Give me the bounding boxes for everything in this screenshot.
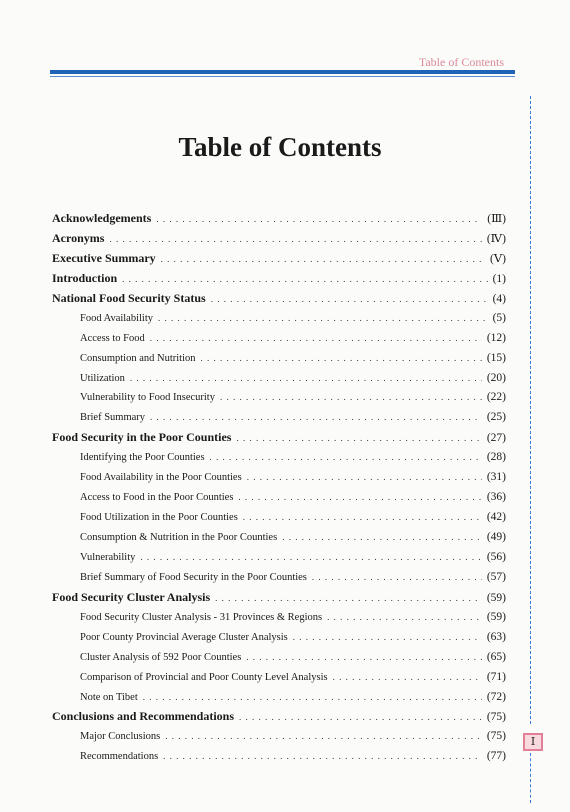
toc-page-number: (5) (492, 311, 506, 324)
toc-entry-label: Executive Summary (52, 250, 156, 265)
toc-section[interactable] (52, 707, 506, 727)
margin-dashed-line (530, 96, 531, 724)
toc-entry-label: Utilization (80, 372, 125, 384)
toc-page-number: (57) (486, 570, 506, 583)
toc-dot-leader (238, 488, 481, 508)
toc-entry-label: Brief Summary (80, 412, 146, 424)
toc-entry-label: Access to Food in the Poor Counties (80, 492, 234, 504)
toc-subsection[interactable] (52, 668, 506, 688)
toc-dot-leader (130, 369, 482, 389)
toc-dot-leader (210, 448, 482, 468)
toc-page-number: (25) (486, 411, 506, 424)
toc-entry-label: Brief Summary of Food Security in the Poor Counties (80, 571, 307, 583)
toc-page-number: (59) (486, 591, 506, 604)
margin-dashed-line-lower (530, 753, 531, 803)
toc-entry-label: Poor County Provincial Average Cluster Analysis (80, 631, 288, 643)
toc-dot-leader (282, 528, 482, 548)
toc-section[interactable] (52, 428, 506, 448)
toc-page-number: (65) (486, 650, 506, 663)
toc-dot-leader (293, 628, 482, 648)
toc-page-number: (20) (486, 371, 506, 384)
toc-subsection[interactable] (52, 508, 506, 528)
toc-entry-label: Food Utilization in the Poor Counties (80, 512, 238, 524)
toc-entry-label: Food Availability (80, 312, 154, 324)
toc-entry-label: Identifying the Poor Counties (80, 452, 205, 464)
toc-dot-leader (158, 309, 488, 329)
toc-page-number: (42) (486, 511, 506, 524)
toc-subsection[interactable] (52, 568, 506, 588)
toc-page-number: (28) (486, 451, 506, 464)
page-title: Table of Contents (178, 132, 382, 162)
toc-entry-label: Acronyms (52, 230, 105, 245)
toc-entry-label: Consumption and Nutrition (80, 352, 196, 364)
toc-page-number: (63) (486, 630, 506, 643)
toc-entry-label: Note on Tibet (80, 691, 138, 703)
toc-subsection[interactable] (52, 648, 506, 668)
toc-subsection[interactable] (52, 727, 506, 747)
toc-page-number: (4) (492, 292, 506, 305)
toc-subsection[interactable] (52, 688, 506, 708)
toc-subsection[interactable] (52, 628, 506, 648)
toc-page-number: (15) (486, 351, 506, 364)
toc-dot-leader (165, 727, 482, 747)
toc-subsection[interactable] (52, 309, 506, 329)
toc-page-number: (75) (486, 711, 506, 724)
toc-dot-leader (150, 408, 482, 428)
toc-subsection[interactable] (52, 488, 506, 508)
page-number-tab: Ⅰ (523, 733, 543, 751)
toc-dot-leader (143, 688, 482, 708)
toc-page-number: (Ⅲ) (487, 213, 506, 225)
toc-entry-label: Major Conclusions (80, 731, 161, 743)
toc-page-number: (77) (486, 750, 506, 763)
toc-page-number: (Ⅴ) (490, 252, 506, 265)
toc-page-number: (1) (492, 272, 506, 285)
toc-dot-leader (243, 508, 482, 528)
toc-entry-label: National Food Security Status (52, 290, 206, 305)
toc-subsection[interactable] (52, 408, 506, 428)
toc-section[interactable] (52, 209, 506, 229)
toc-subsection[interactable] (52, 548, 506, 568)
toc-dot-leader (312, 568, 482, 588)
toc-entry-label: Cluster Analysis of 592 Poor Counties (80, 651, 242, 663)
toc-page-number: (59) (486, 610, 506, 623)
header-rule-thin (50, 76, 515, 77)
toc-subsection[interactable] (52, 747, 506, 767)
toc-entry-label: Food Availability in the Poor Counties (80, 472, 242, 484)
toc-entry-label: Access to Food (80, 332, 145, 344)
toc-page-number: (71) (486, 670, 506, 683)
toc-dot-leader (246, 648, 482, 668)
toc-page-number: (Ⅳ) (486, 232, 506, 245)
toc-subsection[interactable] (52, 369, 506, 389)
toc-entry-label: Food Security Cluster Analysis (52, 589, 211, 604)
toc-dot-leader (327, 608, 482, 628)
toc-page-number: (49) (486, 531, 506, 543)
toc-dot-leader (220, 388, 482, 408)
toc-dot-leader (122, 270, 487, 290)
toc-subsection[interactable] (52, 349, 506, 369)
toc-dot-leader (140, 548, 481, 568)
toc-section[interactable] (52, 269, 506, 289)
toc-subsection[interactable] (52, 388, 506, 408)
toc-dot-leader (201, 349, 482, 369)
toc-page-number: (12) (486, 331, 506, 344)
toc-dot-leader (156, 210, 482, 230)
toc-page-number: (72) (486, 690, 506, 703)
toc-page-number: (36) (486, 491, 506, 504)
toc-section[interactable] (52, 588, 506, 608)
toc-section[interactable] (52, 249, 506, 269)
toc-page-number: (31) (486, 471, 506, 484)
toc-entry-label: Introduction (52, 270, 118, 285)
toc-page-number: (22) (486, 391, 506, 404)
toc-list (52, 209, 506, 767)
toc-page-number: (75) (486, 730, 506, 743)
toc-subsection[interactable] (52, 329, 506, 349)
toc-dot-leader (333, 668, 482, 688)
toc-dot-leader (239, 708, 482, 728)
toc-dot-leader (161, 250, 485, 270)
toc-entry-label: Vulnerability to Food Insecurity (80, 392, 215, 404)
toc-entry-label: Comparison of Provincial and Poor County Level Analysis (80, 671, 328, 683)
toc-dot-leader (150, 329, 482, 349)
header-rule-thick (50, 70, 515, 74)
toc-subsection[interactable] (52, 468, 506, 488)
toc-dot-leader (236, 429, 481, 449)
toc-section[interactable] (52, 229, 506, 249)
running-header: Table of Contents (418, 55, 504, 69)
toc-entry-label: Acknowledgements (52, 211, 152, 225)
toc-section[interactable] (52, 289, 506, 309)
toc-subsection[interactable] (52, 528, 506, 548)
toc-dot-leader (163, 747, 482, 767)
toc-subsection[interactable] (52, 608, 506, 628)
toc-entry-label: Food Security in the Poor Counties (52, 430, 232, 445)
toc-page-number: (56) (486, 550, 506, 563)
toc-dot-leader (109, 230, 481, 250)
toc-entry-label: Vulnerability (80, 551, 136, 563)
toc-entry-label: Conclusions and Recommendations (52, 709, 235, 724)
toc-dot-leader (215, 589, 482, 609)
toc-dot-leader (211, 290, 488, 310)
toc-page-number: (27) (486, 432, 506, 445)
toc-entry-label: Consumption & Nutrition in the Poor Counties (80, 532, 278, 543)
toc-entry-label: Food Security Cluster Analysis - 31 Provinces & Regions (80, 611, 323, 623)
toc-subsection[interactable] (52, 448, 506, 468)
toc-entry-label: Recommendations (80, 751, 159, 763)
toc-dot-leader (247, 468, 482, 488)
